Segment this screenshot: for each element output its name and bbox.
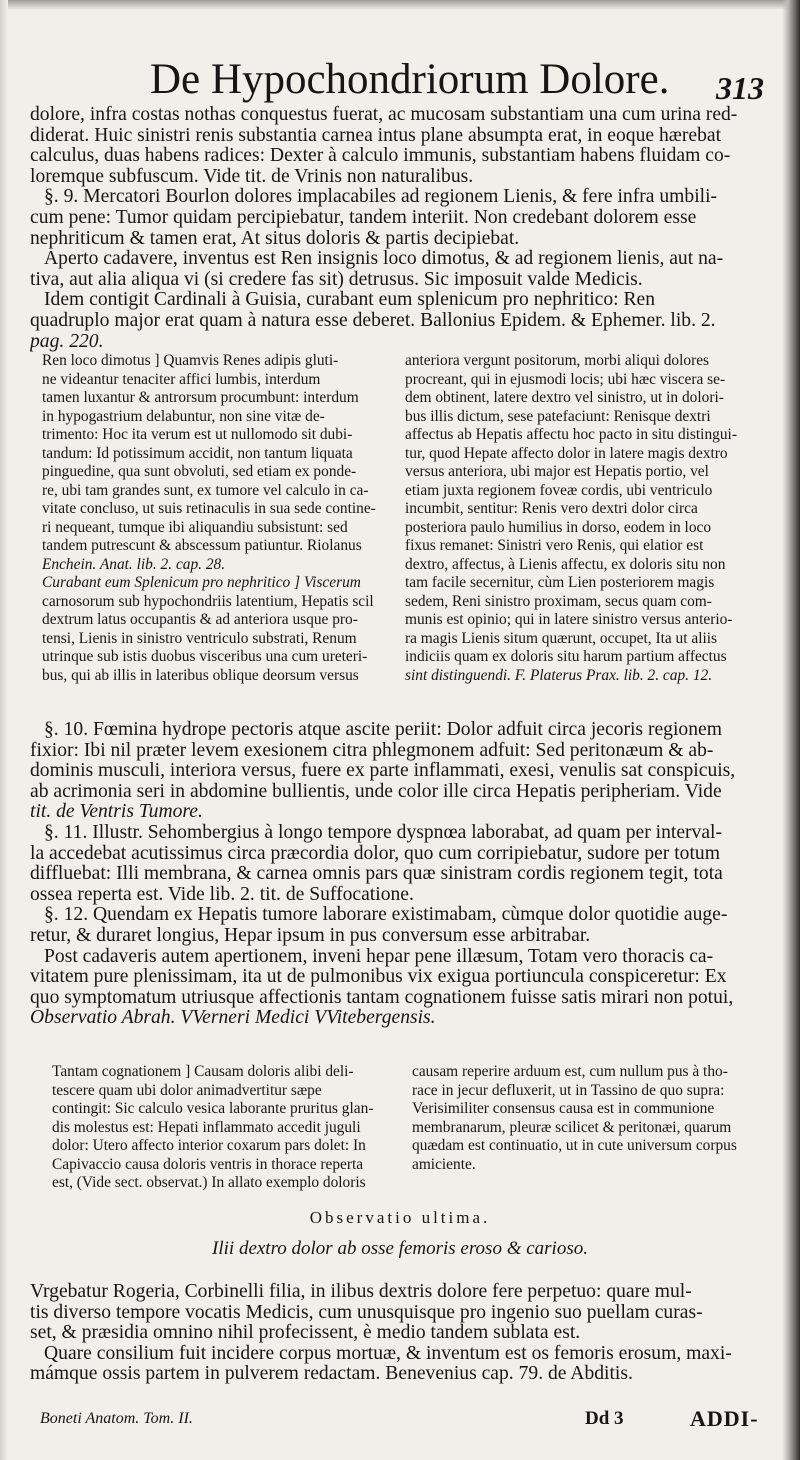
observation-title: Observatio ultima. bbox=[309, 1208, 491, 1227]
text-line: nephriticum & tamen erat, At situs doloris & partis decipiebat. bbox=[30, 228, 520, 249]
text-line: tamen luxantur & antrorsum procumbunt: interdum bbox=[42, 389, 359, 406]
text-line: posteriora paulo humilius in dorso, eodem in loco bbox=[405, 518, 712, 536]
text-line: tit. de Ventris Tumore. bbox=[30, 802, 203, 823]
text-line: in hypogastrium delabuntur, non sine vitæ de- bbox=[42, 407, 325, 425]
text-line: dis molestus est: Hepati inflammato accedit juguli bbox=[52, 1118, 361, 1136]
text-line: procreant, qui in ejusmodi locis; ubi hæc viscera se- bbox=[405, 370, 726, 388]
observation-text bbox=[30, 1282, 772, 1385]
section-middle bbox=[30, 720, 772, 1029]
text-line: carnosorum sub hypochondriis latentium, Hepatis scil bbox=[42, 592, 374, 610]
text-line: race in jecur defluxerit, ut in Tassino de quo supra: bbox=[412, 1081, 725, 1099]
footer-volume: Boneti Anatom. Tom. II. bbox=[40, 1410, 193, 1427]
text-line: dominis musculi, interiora versus, fuere ex parte inflammati, exesi, venulis sat conspicuis, bbox=[30, 761, 736, 782]
text-line: bus, qui ab illis in lateribus oblique deorsum versus bbox=[42, 666, 359, 684]
text-line: ab acrimonia seri in abdomine bullientis, unde color ille circa Hepatis peripheriam. Vide bbox=[30, 781, 722, 802]
page-number: 313 bbox=[716, 70, 764, 106]
observation-subtitle: Ilii dextro dolor ab osse femoris eroso & carioso. bbox=[212, 1238, 588, 1259]
text-line: dextrum latus occupantis & ad anteriora usque pro- bbox=[42, 611, 358, 628]
catchword: ADDI- bbox=[690, 1406, 759, 1431]
text-line: Curabant eum Splenicum pro nephritico ] Viscerum bbox=[42, 574, 361, 591]
text-line: Quare consilium fuit incidere corpus mortuæ, & inventum est os femoris erosum, maxi- bbox=[44, 1343, 732, 1364]
text-line: §. 9. Mercatori Bourlon dolores implacabiles ad regionem Lienis, & fere infra umbili- bbox=[44, 187, 718, 208]
commentary-1-left bbox=[42, 352, 395, 685]
text-line: tiva, aut alia aliqua vi (si credere fas sit) detrusus. Sic imposuit valde Medicis. bbox=[30, 269, 643, 290]
text-line: quo symptomatum utriusque affectionis tantam cognationem fuisse satis mirari non potui, bbox=[30, 987, 734, 1008]
text-line: quædam est continuatio, ut in cute universum corpus bbox=[412, 1137, 737, 1154]
text-line: Enchein. Anat. lib. 2. cap. 28. bbox=[42, 555, 226, 573]
text-line: tis diverso tempore vocatis Medicis, cum unusquisque pro ingenio suo puellam curas- bbox=[30, 1302, 703, 1323]
running-title: De Hypochondriorum Dolore. bbox=[150, 56, 670, 103]
text-line: vitatem pure plenissimam, ita ut de pulmonibus vix exigua portiuncula conspiceretur: Ex bbox=[30, 967, 727, 988]
text-line: Vrgebatur Rogeria, Corbinelli filia, in ilibus dextris dolore fere perpetuo: quare mul- bbox=[30, 1282, 692, 1302]
text-line: tam facile secernitur, cùm Lien posteriorem magis bbox=[405, 574, 715, 591]
text-line: Tantam cognationem ] Causam doloris alibi deli- bbox=[52, 1063, 354, 1080]
text-line: quadruplo major erat quam à natura esse deberet. Ballonius Epidem. & Ephemer. lib. 2. bbox=[30, 310, 716, 331]
text-line: sint distinguendi. F. Platerus Prax. lib. 2. cap. 12. bbox=[405, 666, 713, 684]
text-line: incumbit, sentitur: Renis vero dextri dolor circa bbox=[405, 500, 698, 517]
text-line: vitate concluso, ut suis retinaculis in sua sede contine- bbox=[42, 500, 376, 517]
text-line: ra magis Lienis situm quærunt, occupet, Ita ut aliis bbox=[405, 629, 718, 647]
text-line: bus illis dictum, sese patefaciunt: Renisque dextri bbox=[405, 407, 711, 425]
text-line: set, & præsidia omnino nihil profecissent, è medio tandem sublata est. bbox=[30, 1323, 581, 1344]
text-line: etiam juxta regionem foveæ cordis, ubi ventriculo bbox=[405, 481, 713, 499]
text-line: sedem, Reni sinistro proximam, secus quam com- bbox=[405, 592, 712, 610]
text-line: Capivaccio causa doloris ventris in thorace reperta bbox=[52, 1155, 364, 1173]
text-line: causam reperire arduum est, cum nullum pus à tho- bbox=[412, 1063, 728, 1080]
text-line: tensi, Lienis in sinistro ventriculo substrati, Renum bbox=[42, 629, 357, 647]
text-line: tandum: Id potissimum accidit, non tantum liquata bbox=[42, 444, 353, 462]
text-line: Verisimiliter consensus causa est in communione bbox=[412, 1100, 715, 1117]
text-line: pinguedine, qua sunt obvoluti, sed etiam ex ponde- bbox=[42, 463, 357, 480]
commentary-2-right bbox=[412, 1063, 772, 1174]
text-line: re, ubi tam grandes sunt, ex tumore vel calculo in ca- bbox=[42, 481, 369, 499]
text-line: pag. 220. bbox=[30, 331, 104, 352]
text-line: fixus remanet: Sinistri vero Renis, qui elatior est bbox=[405, 537, 704, 554]
text-line: est, (Vide sect. observat.) In allato exemplo doloris bbox=[52, 1174, 366, 1191]
text-line: diffluebat: Illi membrana, & carnea omnis pars quæ sinistram cordis regionem tegit, tota bbox=[30, 864, 723, 885]
text-line: tur, quod Hepate affecto dolor in latere magis dextro bbox=[405, 444, 728, 462]
text-line: fixior: Ibi nil præter levem exesionem citra phlegmonem adfuit: Sed peritonæum & ab- bbox=[30, 740, 714, 761]
text-line: trimento: Hoc ita verum est ut nullomodo sit dubi- bbox=[42, 426, 353, 443]
commentary-1-right bbox=[405, 352, 773, 685]
text-line: Aperto cadavere, inventus est Ren insignis loco dimotus, & ad regionem lienis, aut na- bbox=[44, 249, 724, 270]
text-line: utrinque sub istis duobus visceribus una cum ureteri- bbox=[42, 648, 368, 665]
text-line: anteriora vergunt positorum, morbi aliqui dolores bbox=[405, 352, 710, 369]
text-line: tescere quam ubi dolor animadvertitur sæpe bbox=[52, 1081, 322, 1099]
text-line: dem obtinent, latere dextro vel sinistro, ut in dolori- bbox=[405, 389, 724, 406]
section-top bbox=[30, 105, 772, 352]
text-line: Ren loco dimotus ] Quamvis Renes adipis gluti- bbox=[42, 352, 339, 369]
text-line: ossea reperta est. Vide lib. 2. tit. de Suffocatione. bbox=[30, 884, 414, 905]
text-line: §. 11. Illustr. Sehombergius à longo tempore dyspnœa laborabat, ad quam per interval- bbox=[44, 822, 723, 843]
text-line: membranarum, pleuræ scilicet & peritonæi, quarum bbox=[412, 1118, 732, 1136]
text-line: versus anteriora, ubi major est Hepatis portio, vel bbox=[405, 463, 709, 480]
text-line: §. 12. Quendam ex Hepatis tumore laborare existimabam, cùmque dolor quotidie auge- bbox=[44, 905, 728, 926]
text-line: amiciente. bbox=[412, 1155, 476, 1173]
text-line: la accedebat acutissimus circa præcordia dolor, quo cum corripiebatur, sudore per totum bbox=[30, 843, 720, 864]
text-line: cum pene: Tumor quidam percipiebatur, tandem interiit. Non credebant dolorem esse bbox=[30, 207, 697, 228]
text-line: calculus, duas habens radices: Dexter à calculo immunis, substantiam habens fluidam co- bbox=[30, 146, 731, 167]
text-line: Idem contigit Cardinali à Guisia, curabant eum splenicum pro nephritico: Ren bbox=[44, 290, 656, 311]
text-line: ne videantur tenaciter affici lumbis, interdum bbox=[42, 370, 321, 388]
text-line: §. 10. Fœmina hydrope pectoris atque ascite periit: Dolor adfuit circa jecoris regionem bbox=[44, 720, 722, 740]
commentary-2-left bbox=[52, 1063, 402, 1193]
text-line: Post cadaveris autem apertionem, inveni hepar pene illæsum, Totam vero thoracis ca- bbox=[44, 946, 714, 967]
text-line: diderat. Huic sinistri renis substantia carnea intus plane absumpta erat, in eoque hærebat bbox=[30, 125, 722, 146]
text-line: dextro, affectus, à Lienis affectu, ex doloris situ non bbox=[405, 555, 726, 573]
text-line: retur, & duraret longius, Hepar ipsum in pus conversum esse arbitrabar. bbox=[30, 925, 591, 946]
text-line: dolor: Utero affecto interior coxarum pars dolet: In bbox=[52, 1137, 366, 1154]
text-line: Observatio Abrah. VVerneri Medici VVitebergensis. bbox=[30, 1008, 436, 1029]
text-line: ri nequeant, tumque ibi aliquandiu subsistunt: sed bbox=[42, 518, 348, 536]
text-line: mámque ossis partem in pulverem redactam. Benevenius cap. 79. de Abditis. bbox=[30, 1364, 633, 1385]
page-edge-top bbox=[0, 0, 800, 10]
text-line: affectus ab Hepatis affectu hoc pacto in situ distingui- bbox=[405, 426, 737, 443]
text-line: loremque subfuscum. Vide tit. de Vrinis non naturalibus. bbox=[30, 166, 474, 187]
text-line: tandem putrescunt & abscessum patiuntur. Riolanus bbox=[42, 537, 362, 554]
text-line: munis est opinio; qui in latere sinistro versus anterio- bbox=[405, 611, 733, 628]
text-line: indiciis quam ex doloris situ harum partium affectus bbox=[405, 648, 727, 665]
text-line: contingit: Sic calculo vesica laborante pruritus glan- bbox=[52, 1100, 374, 1117]
text-line: dolore, infra costas nothas conquestus fuerat, ac mucosam substantiam una cum urina red- bbox=[30, 105, 738, 125]
signature-mark: Dd 3 bbox=[585, 1408, 624, 1429]
